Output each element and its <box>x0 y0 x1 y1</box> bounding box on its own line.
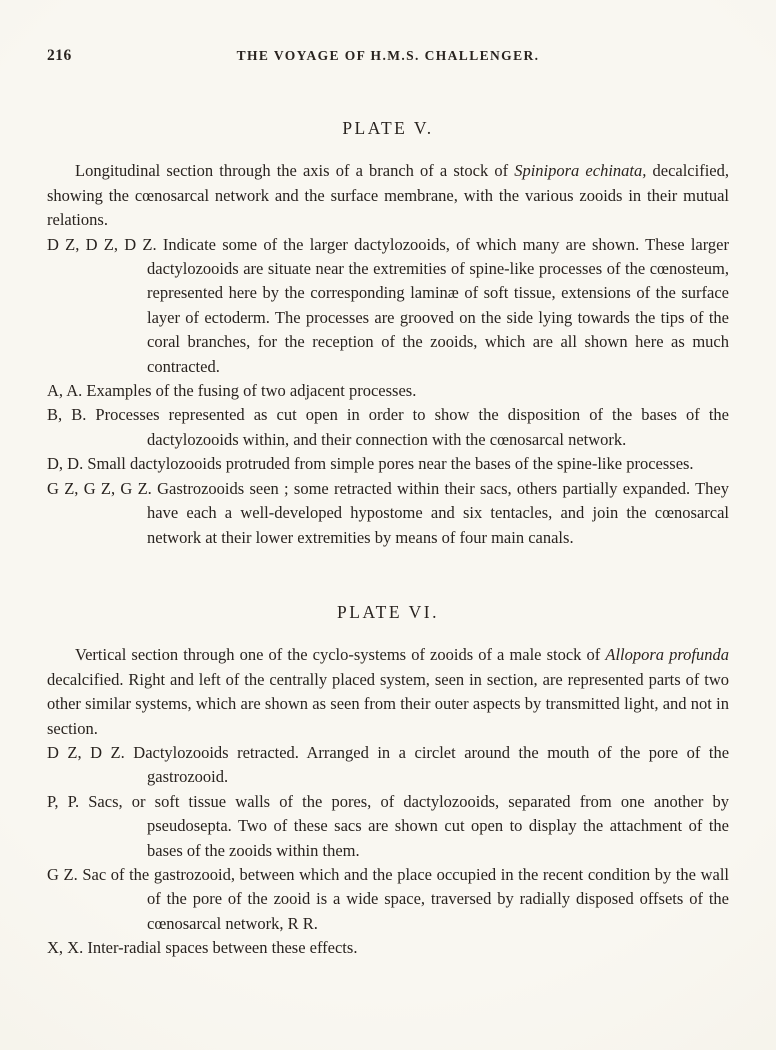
plate-vi-entry-p <box>47 790 729 863</box>
entry-text: Indicate some of the larger dactylozooids, of which many are shown. These larger dactylozooids are situate near the extremities of spine-like processes of the cœnosteum, represented here by the corresponding laminæ of soft tissue, extensions of the surface layer of ectoderm. The processes are grooved on the side lying towards the tips of the coral branches, for the reception of the zooids, which are all shown here as much contracted. <box>147 234 729 376</box>
plate-v-intro-text-before: Longitudinal section through the axis of a branch of a stock of <box>75 161 515 181</box>
plate-v-entry-d <box>47 452 729 476</box>
plate-v-heading: PLATE V. <box>342 118 434 138</box>
plate-vi-entry-dz <box>47 741 729 790</box>
plate-vi-intro-text-after: decalcified. Right and left of the centrally placed system, seen in section, are represented parts of two other similar systems, which are shown as seen from their outer aspects by transmitted light, and not in section. <box>47 669 729 738</box>
entry-label: D Z, D Z. <box>47 742 125 762</box>
page-number: 216 <box>47 47 72 64</box>
entry-label: P, P. <box>47 791 80 811</box>
entry-label: G Z, G Z, G Z. <box>47 478 152 498</box>
entry-label: X, X. <box>47 938 84 958</box>
plate-v-entry-dz <box>47 233 729 379</box>
entry-text: Examples of the fusing of two adjacent processes. <box>86 381 417 401</box>
plate-vi-entry-x <box>47 936 729 960</box>
plate-vi-entry-gz <box>47 863 729 936</box>
entry-text: Processes represented as cut open in order to show the disposition of the bases of the dactylozooids within, and their connection with the cœnosarcal network. <box>95 405 730 449</box>
plate-v-entry-a <box>47 379 729 403</box>
entry-label: D, D. <box>47 454 84 474</box>
entry-text: Small dactylozooids protruded from simple pores near the bases of the spine-like processes. <box>87 454 694 474</box>
plate-v-entry-gz <box>47 477 729 550</box>
running-header <box>47 46 729 66</box>
entry-label: A, A. <box>47 381 83 401</box>
entry-label: B, B. <box>47 405 87 425</box>
running-header-title: THE VOYAGE OF H.M.S. CHALLENGER. <box>236 48 540 63</box>
entry-label: D Z, D Z, D Z. <box>47 234 157 254</box>
entry-text: Sac of the gastrozooid, between which and the place occupied in the recent condition by the wall of the pore of the zooid is a wide space, traversed by radially disposed offsets of the cœnosarcal network, R R. <box>82 864 730 933</box>
entry-text: Dactylozooids retracted. Arranged in a circlet around the mouth of the pore of the gastrozooid. <box>133 742 730 787</box>
plate-v-intro-text-after: decalcified, showing the cœnosarcal network and the surface membrane, with the various zooids in their mutual relations. <box>47 161 729 230</box>
entry-text: Inter-radial spaces between these effects. <box>87 938 358 958</box>
plate-v-entry-b <box>47 403 729 452</box>
page-body <box>47 116 729 961</box>
entry-label: G Z. <box>47 864 78 884</box>
entry-text: Sacs, or soft tissue walls of the pores, of dactylozooids, separated from one another by pseudosepta. Two of these sacs are shown cut open to display the attachment of the bases of the zooids within them. <box>88 791 729 860</box>
plate-vi-intro-text-before: Vertical section through one of the cyclo-systems of zooids of a male stock of <box>75 645 606 665</box>
plate-vi-species-name: Allopora profunda <box>605 645 730 665</box>
plate-v-species-name: Spinipora echinata, <box>514 161 647 181</box>
plate-vi-intro-paragraph <box>47 643 729 741</box>
plate-vi-heading: PLATE VI. <box>337 601 439 622</box>
entry-text: Gastrozooids seen ; some retracted within their sacs, others partially expanded. They have each a well-developed hypostome and six tentacles, and join the cœnosarcal network at their lower extremities by means of four main canals. <box>147 478 730 547</box>
plate-v-intro-paragraph <box>47 159 729 232</box>
